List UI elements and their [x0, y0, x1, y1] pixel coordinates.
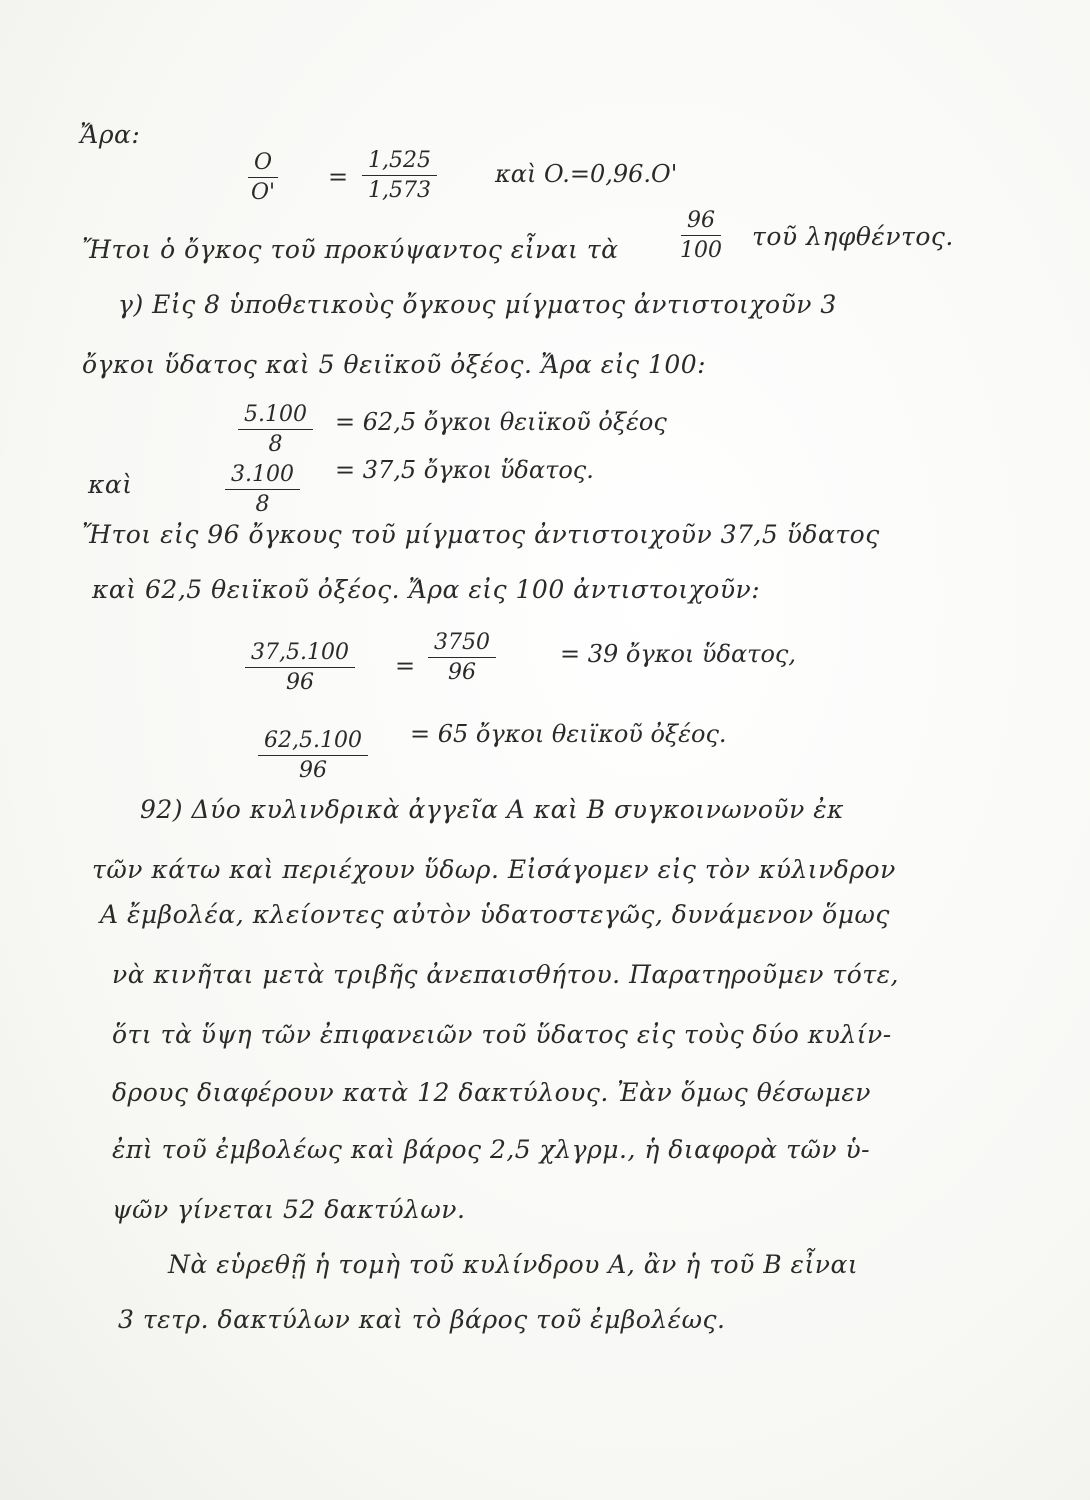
problem-92-line: 92) Δύο κυλινδρικὰ ἀγγεῖα Α καὶ Β συγκοινωνοῦν ἐκ: [140, 795, 845, 824]
fraction: [248, 150, 278, 205]
problem-92-line: ὅτι τὰ ὕψη τῶν ἐπιφανειῶν τοῦ ὕδατος εἰς τοὺς δύο κυλίν-: [112, 1020, 892, 1049]
fraction-numerator: 3750: [428, 630, 496, 658]
text-line: Ἤτοι εἰς 96 ὄγκους τοῦ μίγματος ἀντιστοιχοῦν 37,5 ὕδατος: [82, 520, 880, 549]
fraction-denominator: 96: [298, 758, 327, 783]
fraction-numerator: 96: [681, 208, 721, 236]
fraction-denominator: 8: [255, 492, 270, 517]
fraction-denominator: 100: [680, 238, 722, 263]
problem-92-line: τῶν κάτω καὶ περιέχουν ὕδωρ. Εἰσάγομεν εἰς τὸν κύλινδρον: [92, 855, 896, 884]
text-line: = 65 ὄγκοι θειϊκοῦ ὀξέος.: [410, 720, 727, 748]
problem-92-line: 3 τετρ. δακτύλων καὶ τὸ βάρος τοῦ ἐμβολέως.: [118, 1305, 726, 1334]
fraction-denominator: O': [250, 180, 276, 205]
fraction-numerator: 5.100: [238, 402, 313, 430]
equals-sign: =: [328, 163, 349, 191]
fraction-numerator: O: [248, 150, 278, 178]
text-line: = 62,5 ὄγκοι θειϊκοῦ ὀξέος: [335, 408, 667, 436]
fraction-denominator: 8: [268, 432, 283, 457]
text-line: καὶ O.=0,96.O': [495, 160, 678, 188]
fraction-denominator: 96: [448, 660, 476, 685]
text-line: ὄγκοι ὕδατος καὶ 5 θειϊκοῦ ὀξέος. Ἄρα εἰς 100:: [82, 350, 707, 379]
fraction: [362, 148, 437, 203]
problem-92-line: ἐπὶ τοῦ ἐμβολέως καὶ βάρος 2,5 χλγρμ., ἡ διαφορὰ τῶν ὑ-: [112, 1135, 871, 1164]
text-line: = 37,5 ὄγκοι ὕδατος.: [335, 456, 594, 484]
fraction: [428, 630, 496, 685]
equals-sign: =: [395, 652, 416, 680]
text-line: γ) Εἰς 8 ὑποθετικοὺς ὄγκους μίγματος ἀντιστοιχοῦν 3: [118, 290, 837, 319]
text-line: καὶ: [88, 470, 133, 499]
fraction: [245, 640, 355, 695]
text-line: = 39 ὄγκοι ὕδατος,: [560, 640, 796, 668]
fraction: [680, 208, 722, 263]
text-line: καὶ 62,5 θειϊκοῦ ὀξέος. Ἄρα εἰς 100 ἀντιστοιχοῦν:: [92, 575, 761, 604]
fraction: [258, 728, 368, 783]
fraction-denominator: 96: [285, 670, 314, 695]
problem-92-line: ψῶν γίνεται 52 δακτύλων.: [112, 1195, 466, 1224]
fraction-numerator: 62,5.100: [258, 728, 368, 756]
text-line: Ἤτοι ὁ ὄγκος τοῦ προκύψαντος εἶναι τὰ: [82, 235, 619, 264]
problem-92-line: δρους διαφέρουν κατὰ 12 δακτύλους. Ἐὰν ὅμως θέσωμεν: [112, 1078, 871, 1107]
problem-92-line: Α ἔμβολέα, κλείοντες αὐτὸν ὑδατοστεγῶς, δυνάμενον ὅμως: [100, 900, 890, 929]
fraction-numerator: 1,525: [362, 148, 437, 176]
fraction: [225, 462, 300, 517]
problem-92-line: Νὰ εὑρεθῇ ἡ τομὴ τοῦ κυλίνδρου Α, ἂν ἡ τοῦ Β εἶναι: [168, 1250, 859, 1279]
text-line: τοῦ ληφθέντος.: [752, 222, 954, 251]
fraction-numerator: 37,5.100: [245, 640, 355, 668]
text-line: Ἄρα:: [80, 120, 141, 149]
fraction-denominator: 1,573: [368, 178, 431, 203]
fraction-numerator: 3.100: [225, 462, 300, 490]
problem-92-line: νὰ κινῆται μετὰ τριβῆς ἀνεπαισθήτου. Παρατηροῦμεν τότε,: [112, 960, 899, 989]
fraction: [238, 402, 313, 457]
